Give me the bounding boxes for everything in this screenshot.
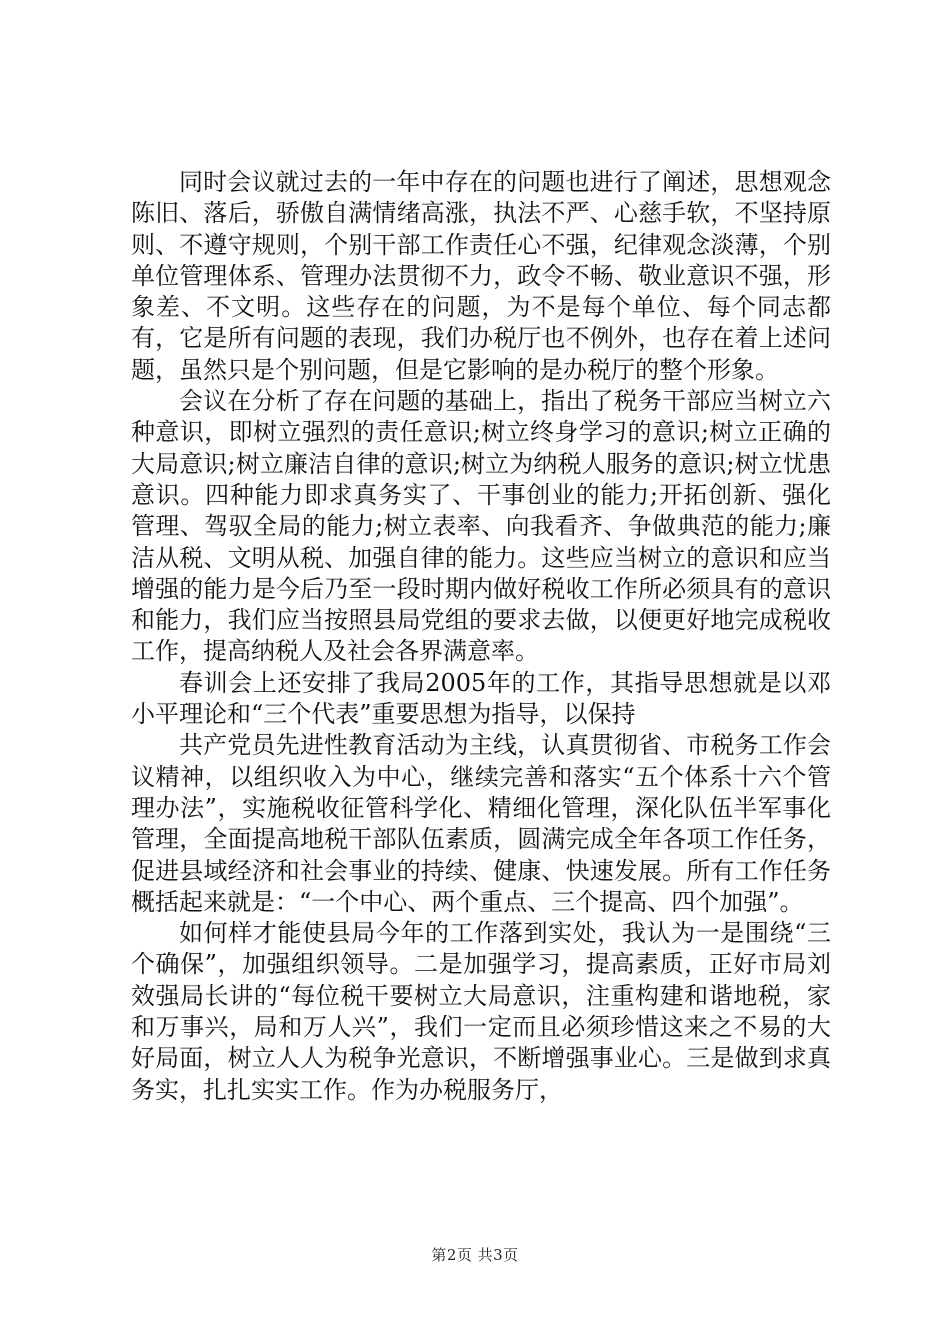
page-number-footer: 第2页 共3页 [431, 1246, 519, 1264]
paragraph-awareness-abilities: 会议在分析了存在问题的基础上，指出了税务干部应当树立六种意识，即树立强烈的责任意识;树立终身学习的意识;树立正确的大局意识;树立廉洁自律的意识;树立为纳税人服务的意识;树立忧患意识。四种能力即求真务实了、干事创业的能力;开拓创新、强化管理、驾驭全局的能力;树立表率、向我看齐、争做典范的能力;廉洁从税、文明从税、加强自律的能力。这些应当树立的意识和应当增强的能力是今后乃至一段时期内做好税收工作所必须具有的意识和能力，我们应当按照县局党组的要求去做，以便更好地完成税收工作，提高纳税人及社会各界满意率。 [131, 387, 831, 666]
paragraph-implementation: 如何样才能使县局今年的工作落到实处，我认为一是围绕“三个确保”，加强组织领导。二是加强学习，提高素质，正好市局刘效强局长讲的“每位税干要树立大局意识，注重构建和谐地税，家和万事兴，局和万人兴”，我们一定而且必须珍惜这来之不易的大好局面，树立人人为税争光意识，不断增强事业心。三是做到求真务实，扎扎实实工作。作为办税服务厅， [131, 919, 831, 1104]
paragraph-main-line: 共产党员先进性教育活动为主线，认真贯彻省、市税务工作会议精神，以组织收入为中心，继续完善和落实“五个体系十六个管理办法”，实施税收征管科学化、精细化管理，深化队伍半军事化管理，全面提高地税干部队伍素质，圆满完成全年各项工作任务，促进县域经济和社会事业的持续、健康、快速发展。所有工作任务概括起来就是：“一个中心、两个重点、三个提高、四个加强”。 [131, 731, 831, 916]
paragraph-problems: 同时会议就过去的一年中存在的问题也进行了阐述，思想观念陈旧、落后，骄傲自满情绪高涨，执法不严、心慈手软，不坚持原则、不遵守规则，个别干部工作责任心不强，纪律观念淡薄，个别单位管理体系、管理办法贯彻不力，政令不畅、敬业意识不强，形象差、不文明。这些存在的问题，为不是每个单位、每个同志都有，它是所有问题的表现，我们办税厅也不例外，也存在着上述问题，虽然只是个别问题，但是它影响的是办税厅的整个形象。 [131, 168, 831, 384]
document-body [131, 167, 831, 1106]
paragraph-2005-work: 春训会上还安排了我局2005年的工作，其指导思想就是以邓小平理论和“三个代表”重要思想为指导，以保持 [131, 668, 831, 729]
